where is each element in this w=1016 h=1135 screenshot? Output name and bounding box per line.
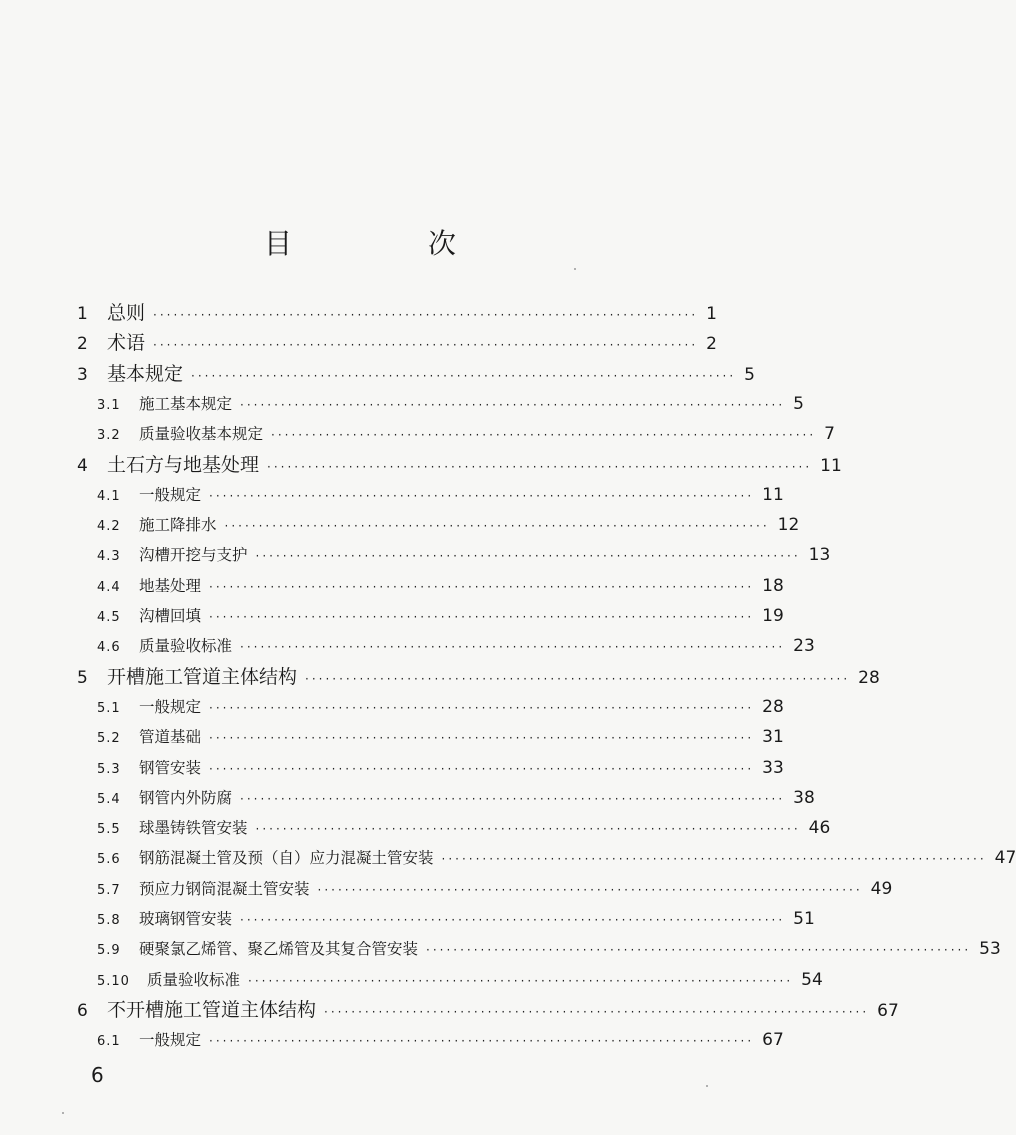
- toc-entry-number: 5.3: [97, 761, 121, 777]
- toc-dot-leader: ················································································: [267, 459, 813, 474]
- toc-section-row: [97, 631, 815, 661]
- toc-dot-leader: ················································································: [209, 579, 755, 594]
- toc-entry-label: 玻璃钢管安装: [139, 910, 233, 928]
- toc-entry-page: 47: [994, 848, 1016, 869]
- toc-entry-page: 49: [870, 878, 893, 899]
- toc-entry-page: 5: [744, 364, 755, 385]
- toc-section-row: [97, 934, 1001, 964]
- toc-section-row: [97, 419, 835, 449]
- toc-entry-number: 4.1: [97, 488, 121, 504]
- toc-entry-label: 管道基础: [139, 728, 202, 747]
- toc-entry-label: 沟槽回填: [139, 607, 202, 625]
- toc-entry-page: 54: [801, 969, 823, 990]
- toc-entry-label: 施工基本规定: [139, 394, 233, 413]
- toc-entry-label: 质量验收基本规定: [139, 425, 264, 444]
- toc-entry-page: 23: [793, 636, 815, 657]
- toc-entry-label: 球墨铸铁管安装: [139, 819, 248, 838]
- toc-entry-label: 钢筋混凝土管及预（自）应力混凝土管安装: [139, 849, 434, 868]
- toc-entry-number: 1: [77, 304, 88, 324]
- toc-dot-leader: ················································································: [255, 549, 801, 564]
- toc-dot-leader: ················································································: [209, 488, 755, 503]
- toc-entry-label: 钢管内外防腐: [139, 788, 233, 807]
- toc-entry-label: 土石方与地基处理: [107, 453, 260, 476]
- toc-dot-leader: ················································································: [426, 943, 972, 958]
- toc-entry-page: 53: [979, 939, 1001, 960]
- toc-section-row: [97, 965, 823, 995]
- toc-entry-label: 基本规定: [107, 362, 184, 385]
- toc-section-row: [97, 540, 831, 570]
- toc-entry-label: 质量验收标准: [147, 970, 241, 989]
- toc-entry-number: 4.5: [97, 610, 121, 625]
- toc-entry-page: 28: [762, 696, 784, 717]
- toc-entry-label: 施工降排水: [139, 516, 217, 535]
- toc-entry-number: 5.9: [97, 943, 121, 959]
- toc-section-row: [97, 783, 815, 813]
- toc-entry-number: 5.2: [97, 731, 121, 747]
- toc-entry-number: 4: [77, 455, 88, 476]
- scan-speck: [574, 268, 576, 270]
- toc-entry-page: 38: [793, 787, 815, 808]
- toc-dot-leader: ················································································: [441, 852, 987, 867]
- toc-chapter-row: [77, 298, 717, 328]
- toc-entry-number: 5.10: [97, 973, 130, 989]
- toc-section-row: [97, 904, 815, 934]
- toc-entry-number: 4.3: [97, 549, 121, 565]
- toc-entry-page: 18: [762, 575, 784, 596]
- toc-dot-leader: ················································································: [209, 731, 755, 746]
- page-number: 6: [91, 1063, 104, 1087]
- toc-entry-number: 5.1: [97, 700, 121, 716]
- scan-speck: [62, 1112, 64, 1114]
- toc-entry-number: 5.7: [97, 882, 121, 898]
- toc-entry-label: 开槽施工管道主体结构: [107, 665, 298, 688]
- toc-entry-number: 3: [77, 364, 88, 385]
- toc-entry-label: 一般规定: [139, 697, 202, 716]
- toc-dot-leader: ················································································: [240, 397, 786, 412]
- toc-dot-leader: ················································································: [248, 973, 794, 988]
- toc-chapter-row: [77, 359, 755, 389]
- toc-section-row: [97, 843, 1016, 873]
- toc-chapter-row: [77, 662, 880, 692]
- toc-entry-number: 4.2: [97, 519, 121, 535]
- toc-section-row: [97, 692, 784, 722]
- toc-dot-leader: ················································································: [191, 368, 737, 383]
- toc-section-row: [97, 753, 784, 783]
- toc-dot-leader: ················································································: [324, 1004, 870, 1019]
- toc-entry-page: 31: [762, 727, 784, 748]
- toc-entry-number: 6.1: [97, 1034, 121, 1050]
- toc-dot-leader: ················································································: [305, 671, 851, 686]
- toc-section-row: [97, 389, 804, 419]
- toc-dot-leader: ················································································: [209, 1034, 755, 1049]
- toc-entry-number: 4.4: [97, 579, 121, 595]
- toc-section-row: [97, 601, 784, 631]
- toc-entry-label: 术语: [107, 332, 146, 355]
- toc-entry-page: 13: [808, 545, 831, 566]
- toc-entry-label: 硬聚氯乙烯管、聚乙烯管及其复合管安装: [139, 940, 419, 959]
- toc-dot-leader: ················································································: [209, 761, 755, 776]
- toc-chapter-row: [77, 995, 899, 1025]
- toc-entry-number: 3.2: [97, 428, 121, 444]
- toc-dot-leader: ················································································: [153, 338, 699, 353]
- toc-entry-number: 5: [77, 667, 88, 688]
- toc-entry-page: 12: [777, 515, 800, 536]
- toc-entry-page: 67: [877, 1000, 899, 1021]
- toc-entry-label: 钢管安装: [139, 758, 202, 777]
- toc-entry-page: 2: [706, 334, 717, 355]
- toc-entry-label: 一般规定: [139, 1031, 202, 1050]
- toc-entry-number: 6: [77, 1000, 88, 1021]
- toc-section-row: [97, 874, 893, 904]
- toc-entry-number: 5.5: [97, 822, 121, 838]
- toc-section-row: [97, 722, 784, 752]
- toc-section-row: [97, 1025, 784, 1055]
- toc-entry-number: 5.6: [97, 852, 121, 868]
- toc-entry-page: 33: [762, 757, 784, 778]
- toc-dot-leader: ················································································: [240, 640, 786, 655]
- toc-entry-page: 5: [793, 393, 804, 414]
- toc-entry-label: 沟槽开挖与支护: [139, 546, 248, 565]
- toc-dot-leader: ················································································: [255, 822, 801, 837]
- toc-section-row: [97, 813, 831, 843]
- toc-dot-leader: ················································································: [317, 882, 863, 897]
- toc-entry-number: 3.1: [97, 397, 121, 413]
- scan-speck: [706, 1085, 708, 1087]
- toc-dot-leader: ················································································: [209, 610, 755, 624]
- toc-dot-leader: ················································································: [240, 913, 786, 927]
- toc-entry-page: 19: [762, 606, 784, 626]
- toc-dot-leader: ················································································: [240, 791, 786, 806]
- toc-section-row: [97, 571, 784, 601]
- toc-entry-label: 总则: [107, 302, 146, 324]
- toc-entry-page: 67: [762, 1030, 784, 1051]
- toc-entry-number: 5.8: [97, 913, 121, 928]
- toc-entry-page: 11: [762, 484, 784, 505]
- toc-dot-leader: ················································································: [209, 700, 755, 715]
- toc-entry-label: 预应力钢筒混凝土管安装: [139, 879, 310, 898]
- toc-entry-page: 51: [793, 909, 815, 929]
- toc-entry-page: 11: [820, 455, 842, 476]
- toc-entry-label: 地基处理: [139, 576, 202, 595]
- toc-dot-leader: ················································································: [271, 428, 817, 443]
- toc-entry-page: 28: [858, 667, 880, 688]
- toc-title: 目 次: [263, 227, 510, 260]
- toc-section-row: [97, 510, 800, 540]
- toc-dot-leader: ················································································: [153, 308, 699, 322]
- toc-entry-label: 一般规定: [139, 485, 202, 504]
- toc-entry-label: 质量验收标准: [139, 637, 233, 656]
- toc-entry-number: 5.4: [97, 791, 121, 807]
- toc-entry-page: 1: [706, 304, 717, 324]
- toc-entry-page: 46: [808, 818, 831, 839]
- toc-entry-label: 不开槽施工管道主体结构: [107, 998, 317, 1021]
- toc-chapter-row: [77, 450, 842, 480]
- toc-chapter-row: [77, 328, 717, 358]
- toc-entry-page: 7: [824, 424, 835, 445]
- toc-entry-number: 2: [77, 334, 88, 355]
- toc-entry-number: 4.6: [97, 640, 121, 656]
- toc-dot-leader: ················································································: [224, 519, 770, 534]
- toc-section-row: [97, 480, 784, 510]
